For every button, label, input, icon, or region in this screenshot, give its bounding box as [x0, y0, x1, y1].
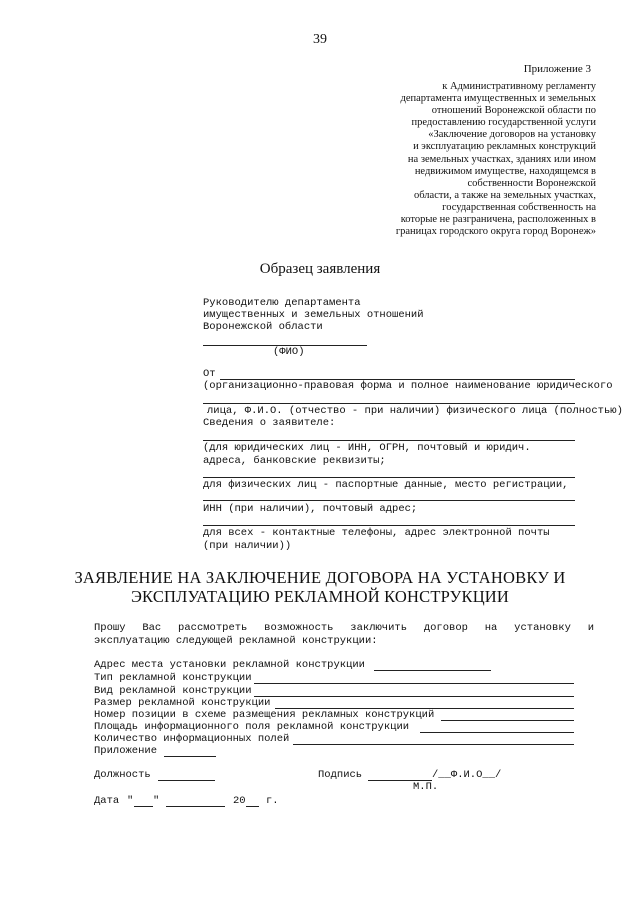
fio-part: /__Ф.И.О__/	[432, 769, 502, 781]
regulation-line: предоставлению государственной услуги	[411, 117, 596, 129]
field-position-input[interactable]	[441, 720, 574, 721]
field-kind-label: Вид рекламной конструкции	[94, 685, 252, 697]
regulation-line: к Административному регламенту	[442, 81, 596, 92]
field-position-label: Номер позиции в схеме размещения рекламных конструкций	[94, 709, 435, 721]
applicant-info-field-line-1[interactable]	[203, 440, 575, 441]
physical-hint: для физических лиц - паспортные данные, место регистрации,	[203, 479, 569, 491]
date-month-input[interactable]	[166, 806, 225, 807]
field-address-input[interactable]	[374, 670, 491, 671]
regulation-line: государственная собственность на	[442, 201, 596, 213]
field-attachment-input[interactable]	[164, 756, 216, 757]
appendix-label: Приложение 3	[523, 63, 591, 75]
regulation-reference	[326, 81, 596, 238]
applicant-info-field-line-2[interactable]	[203, 477, 575, 478]
field-type-input[interactable]	[254, 683, 574, 684]
statement-title	[0, 568, 640, 606]
field-area-label: Площадь информационного поля рекламной конструкции	[94, 721, 410, 733]
addressee-line-1: Руководителю департамента	[203, 297, 361, 309]
addressee-line-2: имущественных и земельных отношений	[203, 309, 424, 321]
contacts-hint-2: (при наличии))	[203, 540, 292, 552]
date-quote-open: "	[127, 795, 134, 807]
org-hint-1: (организационно-правовая форма и полное наименование юридического	[203, 380, 613, 392]
applicant-name-field-line[interactable]	[203, 403, 575, 404]
request-line-2: эксплуатацию следующей рекламной конструкции:	[94, 635, 378, 647]
applicant-info-field-line-4[interactable]	[203, 525, 575, 526]
field-attachment-label: Приложение	[94, 745, 158, 757]
sample-title: Образец заявления	[259, 261, 381, 277]
regulation-line: границах городского округа город Воронеж»	[395, 226, 596, 238]
field-count-input[interactable]	[293, 744, 574, 745]
org-hint-2: лица, Ф.И.О. (отчество - при наличии) физического лица (полностью)	[207, 405, 623, 417]
date-day-input[interactable]	[134, 806, 153, 807]
applicant-info-field-line-3[interactable]	[203, 500, 575, 501]
statement-title-line-1: ЗАЯВЛЕНИЕ НА ЗАКЛЮЧЕНИЕ ДОГОВОРА НА УСТАНОВКУ И	[74, 568, 566, 587]
fio-caption: (ФИО)	[273, 346, 305, 358]
regulation-line: недвижимом имуществе, находящемся в	[414, 165, 596, 177]
contacts-hint-1: для всех - контактные телефоны, адрес электронной почты	[203, 527, 550, 539]
stamp-label: М.П.	[413, 781, 439, 793]
regulation-line: области, а также на земельных участках,	[413, 189, 596, 201]
field-kind-input[interactable]	[254, 696, 574, 697]
field-count-label: Количество информационных полей	[94, 733, 290, 745]
field-address-label: Адрес места установки рекламной конструкции	[94, 659, 365, 671]
field-area-input[interactable]	[420, 732, 574, 733]
regulation-line: на земельных участках, зданиях или ином	[407, 153, 596, 165]
regulation-line: и эксплуатацию рекламных конструкций	[413, 141, 596, 153]
request-line-1: Прошу Вас рассмотреть возможность заключить договор на установку и	[94, 622, 594, 634]
position-label: Должность	[94, 769, 151, 781]
date-year-prefix: 20	[233, 795, 246, 807]
from-label: От	[203, 368, 216, 380]
date-year-input[interactable]	[246, 806, 259, 807]
legal-hint-1: (для юридических лиц - ИНН, ОГРН, почтовый и юридич.	[203, 442, 531, 454]
regulation-line: отношений Воронежской области по	[431, 105, 596, 117]
regulation-line: собственности Воронежской	[467, 177, 596, 189]
date-quote-close: "	[153, 795, 160, 807]
statement-title-line-2: ЭКСПЛУАТАЦИЮ РЕКЛАМНОЙ КОНСТРУКЦИИ	[130, 587, 510, 606]
page-number: 39	[313, 32, 327, 47]
signature-label: Подпись	[318, 769, 363, 781]
legal-hint-2: адреса, банковские реквизиты;	[203, 455, 386, 467]
field-size-label: Размер рекламной конструкции	[94, 697, 271, 709]
applicant-info-label: Сведения о заявителе:	[203, 417, 336, 429]
addressee-line-3: Воронежской области	[203, 321, 323, 333]
inn-hint: ИНН (при наличии), почтовый адрес;	[203, 503, 418, 515]
regulation-line: которые не разграничена, расположенных в	[400, 214, 596, 226]
regulation-line: департамента имущественных и земельных	[400, 93, 596, 105]
field-type-label: Тип рекламной конструкции	[94, 672, 252, 684]
position-input[interactable]	[158, 780, 215, 781]
date-label: Дата	[94, 795, 120, 807]
date-year-suffix: г.	[266, 795, 279, 807]
regulation-line: «Заключение договоров на установку	[428, 129, 596, 141]
